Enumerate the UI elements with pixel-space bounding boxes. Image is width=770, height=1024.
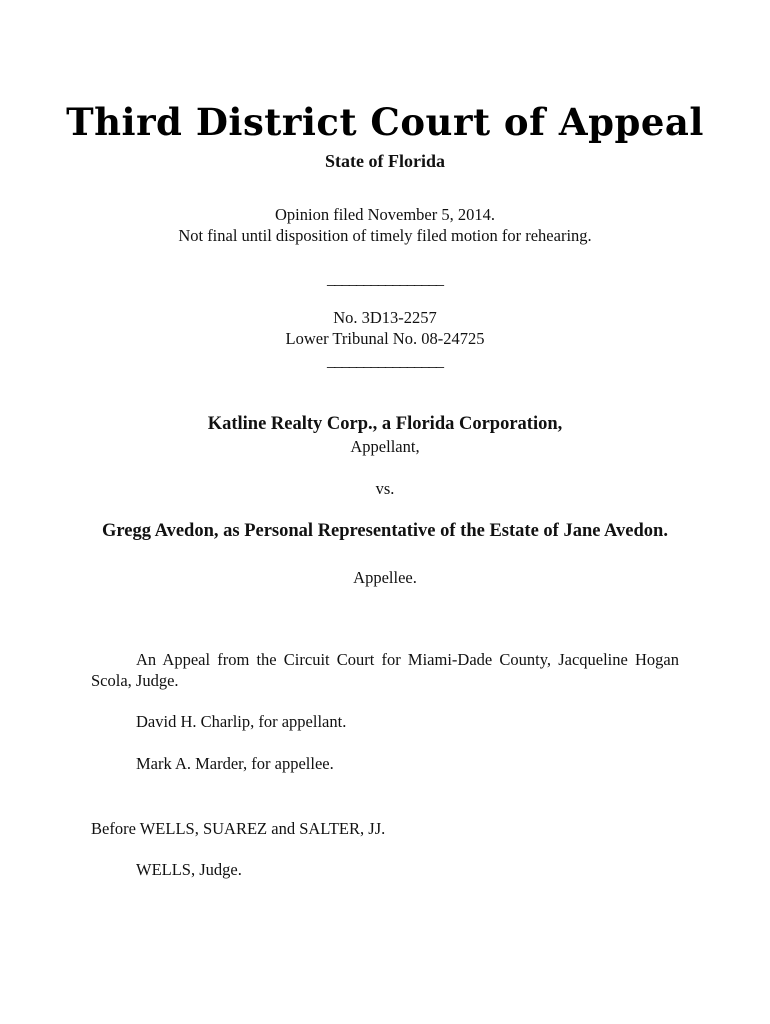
separator-line: ________________	[327, 351, 443, 370]
court-title: Third District Court of Appeal	[66, 100, 704, 144]
appellee-role: Appellee.	[353, 568, 417, 587]
versus-label: vs.	[375, 479, 395, 498]
state-heading: State of Florida	[325, 151, 445, 171]
counsel-appellee: Mark A. Marder, for appellee.	[136, 754, 334, 773]
appellee-name: Gregg Avedon, as Personal Representative of the Estate of Jane Avedon.	[102, 521, 668, 541]
rehearing-notice: Not final until disposition of timely filed motion for rehearing.	[178, 226, 592, 245]
panel-line: Before WELLS, SUAREZ and SALTER, JJ.	[91, 819, 386, 838]
counsel-appellant: David H. Charlip, for appellant.	[136, 712, 347, 731]
separator-line: ________________	[327, 269, 443, 288]
case-number: No. 3D13-2257	[333, 308, 437, 327]
authoring-judge: WELLS, Judge.	[136, 860, 242, 879]
lower-tribunal-number: Lower Tribunal No. 08-24725	[285, 329, 485, 348]
appeal-origin-paragraph: An Appeal from the Circuit Court for Miami-Dade County, Jacqueline Hogan Scola, Judge.	[91, 650, 679, 690]
opinion-filed-date: Opinion filed November 5, 2014.	[275, 205, 495, 224]
appellant-name: Katline Realty Corp., a Florida Corporation,	[207, 414, 563, 434]
appellant-role: Appellant,	[350, 437, 420, 456]
